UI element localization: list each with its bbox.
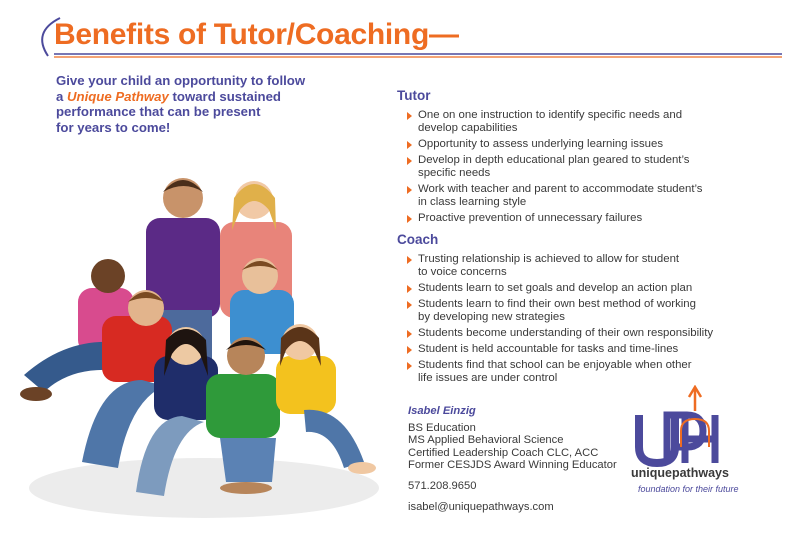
list-item-text: Students learn to find their own best method of working <box>418 298 696 310</box>
bullet-arrow-icon <box>407 112 412 120</box>
intro-line: for years to come! <box>56 119 171 135</box>
contact-block <box>408 405 638 513</box>
credential: Former CESJDS Award Winning Educator <box>408 459 617 472</box>
list-item <box>407 138 737 151</box>
coach-heading: Coach <box>397 232 439 247</box>
intro-line <box>56 89 346 105</box>
list-item <box>407 253 737 279</box>
list-item <box>407 154 737 180</box>
bullet-arrow-icon <box>407 215 412 223</box>
list-item-text: Opportunity to assess underlying learning issues <box>418 138 664 150</box>
page-title: Benefits of Tutor/Coaching— <box>54 18 459 51</box>
list-item-text: Students find that school can be enjoyable when other <box>418 359 692 371</box>
list-item-text: Students become understanding of their own responsibility <box>418 327 714 339</box>
list-item-text: Proactive prevention of unnecessary failures <box>418 212 643 224</box>
intro-line: performance that can be present <box>56 104 261 120</box>
bullet-arrow-icon <box>407 285 412 293</box>
bullet-arrow-icon <box>407 346 412 354</box>
list-item-text: life issues are under control <box>418 372 558 384</box>
contact-phone: 571.208.9650 <box>408 479 477 492</box>
list-item-text: develop capabilities <box>418 122 518 134</box>
bullet-arrow-icon <box>407 330 412 338</box>
list-item <box>407 212 737 225</box>
list-item-text: specific needs <box>418 167 491 179</box>
bullet-arrow-icon <box>407 301 412 309</box>
list-item <box>407 359 737 385</box>
credential: MS Applied Behavioral Science <box>408 434 564 447</box>
coach-list <box>407 253 737 388</box>
list-item-text: in class learning style <box>418 196 527 208</box>
tutor-list <box>407 109 737 228</box>
credential: Certified Leadership Coach CLC, ACC <box>408 446 599 459</box>
credential: BS Education <box>408 421 476 434</box>
list-item-text: Develop in depth educational plan geared to student’s <box>418 154 690 166</box>
bullet-arrow-icon <box>407 256 412 264</box>
intro-text: a <box>56 88 67 104</box>
children-group-photo <box>14 170 388 530</box>
list-item <box>407 327 737 340</box>
intro-line: Give your child an opportunity to follow <box>56 73 306 88</box>
logo-name: uniquepathways <box>631 466 729 480</box>
list-item-text: to voice concerns <box>418 266 507 278</box>
contact-email: isabel@uniquepathways.com <box>408 500 554 513</box>
list-item <box>407 343 737 356</box>
intro-tagline <box>56 73 346 135</box>
logo-tagline: foundation for their future <box>638 484 739 494</box>
tutor-heading: Tutor <box>397 88 431 103</box>
list-item <box>407 109 737 135</box>
intro-text: toward sustained <box>168 88 281 104</box>
list-item <box>407 298 737 324</box>
list-item-text: by developing new strategies <box>418 311 565 323</box>
list-item-text: Work with teacher and parent to accommodate student’s <box>418 183 703 195</box>
list-item <box>407 183 737 209</box>
bullet-arrow-icon <box>407 157 412 165</box>
list-item-text: Trusting relationship is achieved to allow for student <box>418 253 680 265</box>
list-item <box>407 282 737 295</box>
contact-name: Isabel Einzig <box>408 405 476 417</box>
bullet-arrow-icon <box>407 362 412 370</box>
list-item-text: Students learn to set goals and develop an action plan <box>418 282 693 294</box>
intro-highlight: Unique Pathway <box>67 88 169 104</box>
bullet-arrow-icon <box>407 141 412 149</box>
list-item-text: One on one instruction to identify specific needs and <box>418 109 683 121</box>
list-item-text: Student is held accountable for tasks and time-lines <box>418 343 679 355</box>
bullet-arrow-icon <box>407 186 412 194</box>
